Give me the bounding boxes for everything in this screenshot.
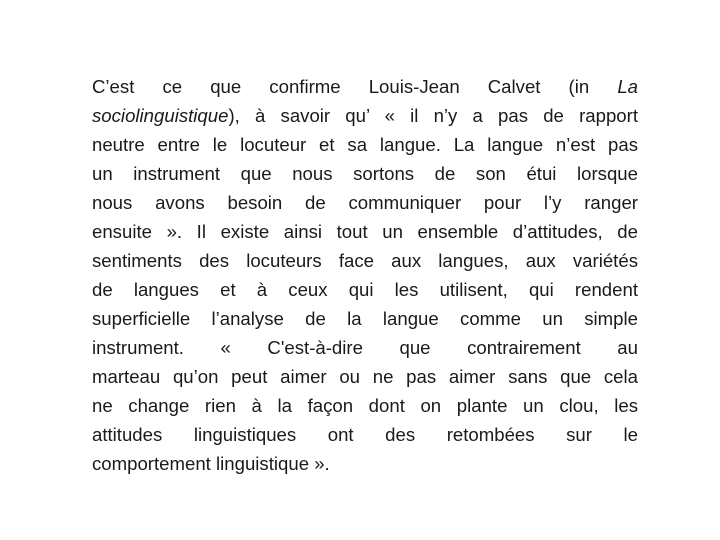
paragraph-line-4: un instrument que nous sortons de son étui lorsque — [92, 163, 638, 184]
paragraph-line-14: comportement linguistique ». — [92, 453, 330, 474]
paragraph-line-9: superficielle l’analyse de la langue comme un simple — [92, 308, 638, 329]
paragraph-line-6: ensuite ». Il existe ainsi tout un ensemble d’attitudes, de — [92, 221, 638, 242]
quote-paragraph — [92, 72, 638, 478]
paragraph-line-11: marteau qu’on peut aimer ou ne pas aimer sans que cela — [92, 366, 638, 387]
book-title-part-1: La — [617, 76, 638, 97]
paragraph-line-3: neutre entre le locuteur et sa langue. La langue n’est pas — [92, 134, 638, 155]
paragraph-line-12: ne change rien à la façon dont on plante un clou, les — [92, 395, 638, 416]
paragraph-line-1: C’est ce que confirme Louis-Jean Calvet (in La — [92, 76, 638, 97]
paragraph-line-13: attitudes linguistiques ont des retombées sur le — [92, 424, 638, 445]
paragraph-line-7: sentiments des locuteurs face aux langues, aux variétés — [92, 250, 638, 271]
paragraph-line-5: nous avons besoin de communiquer pour l’y ranger — [92, 192, 638, 213]
paragraph-line-2: sociolinguistique), à savoir qu’ « il n’y a pas de rapport — [92, 105, 638, 126]
paragraph-line-10: instrument. « C'est-à-dire que contrairement au — [92, 337, 638, 358]
book-title-part-2: sociolinguistique — [92, 105, 229, 126]
paragraph-line-8: de langues et à ceux qui les utilisent, qui rendent — [92, 279, 638, 300]
